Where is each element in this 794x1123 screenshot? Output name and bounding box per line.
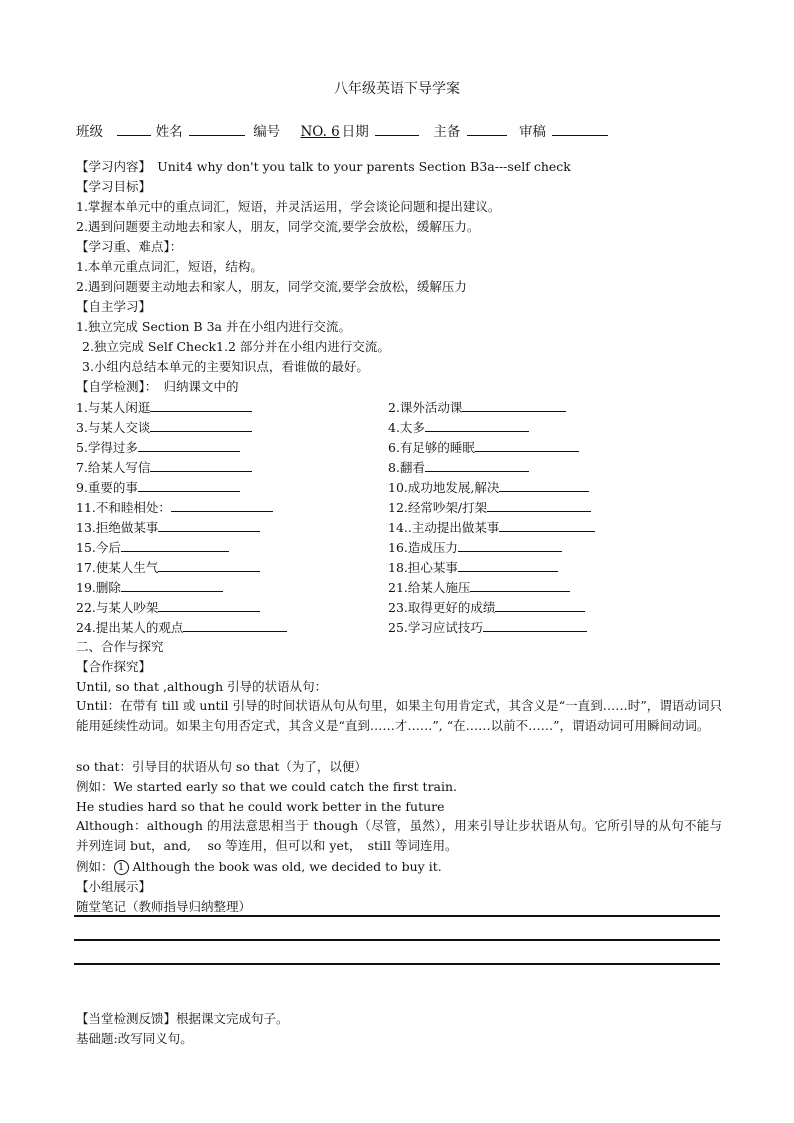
header-info-line <box>76 120 610 140</box>
so-that-example-1: 例如：We started early so that we could catch the first train. <box>76 779 458 794</box>
cooperation-heading: 【合作探究】 <box>76 659 152 674</box>
vocab-item: 23.取得更好的成绩 <box>388 598 585 617</box>
name-blank[interactable] <box>189 122 245 136</box>
vocab-item: 9.重要的事 <box>76 478 240 497</box>
vocab-item: 10.成功地发展,解决 <box>388 478 589 497</box>
circled-number: 1 <box>114 860 129 875</box>
vocab-item: 22.与某人吵架 <box>76 598 260 617</box>
number-value: NO. 6 <box>300 124 340 140</box>
vocab-item: 6.有足够的睡眠 <box>388 438 579 457</box>
until-explanation: Until：在带有 till 或 until 引导的时间状语从句从句里，如果主句用肯定式，其含义是“一直到……时”，谓语动词只能用延续性动词。如果主句用否定式，其含义是“直到……才……”, “在……以前不……”，谓语动词可用瞬间动词。 <box>76 698 722 733</box>
goal-2: 2.遇到问题要主动地去和家人，朋友，同学交流,要学会放松，缓解压力。 <box>76 219 480 234</box>
vocab-item: 11.不和睦相处： <box>76 498 273 517</box>
vocab-item: 4.太多 <box>388 418 529 437</box>
key-point-1: 1.本单元重点词汇，短语，结构。 <box>76 259 263 274</box>
vocab-item: 1.与某人闲逛 <box>76 398 252 417</box>
notes-label: 随堂笔记（教师指导归纳整理） <box>76 899 252 914</box>
group-show-heading: 【小组展示】 <box>76 879 152 894</box>
key-point-2: 2.遇到问题要主动地去和家人，朋友，同学交流,要学会放松，缓解压力 <box>76 279 467 294</box>
class-blank[interactable] <box>117 122 151 136</box>
name-label: 姓名 <box>155 124 183 140</box>
vocab-item: 12.经常吵架/打架 <box>388 498 591 517</box>
prep-label: 主备 <box>433 124 461 140</box>
review-label: 审稿 <box>518 124 546 140</box>
cooperation-title: 二、合作与探究 <box>76 639 164 654</box>
vocab-item: 21.给某人施压 <box>388 578 570 597</box>
so-that-title: so that：引导目的状语从句 so that（为了，以便） <box>76 759 367 774</box>
self-study-heading: 【自主学习】 <box>76 299 152 314</box>
until-title: Until, so that ,although 引导的状语从句： <box>76 679 328 694</box>
notes-line-3[interactable] <box>74 963 720 965</box>
page-title: 八年级英语下导学案 <box>334 81 460 97</box>
self-study-1: 1.独立完成 Section B 3a 并在小组内进行交流。 <box>76 319 351 334</box>
vocab-item: 13.拒绝做某事 <box>76 518 260 537</box>
number-label: 编号 <box>253 124 281 140</box>
class-label: 班级 <box>76 124 103 140</box>
vocab-item: 16.造成压力 <box>388 538 562 557</box>
so-that-example-2: He studies hard so that he could work better in the future <box>76 799 445 814</box>
notes-line-1[interactable] <box>74 915 720 917</box>
self-check-heading: 【自学检测】： 归纳课文中的 <box>76 379 239 394</box>
although-explanation: Although：although 的用法意思相当于 though（尽管，虽然），用来引导让步状语从句。它所引导的从句不能与并列连词 but，and, so 等连用，但可以和 yet， still 等词连用。 <box>76 818 722 853</box>
vocab-item: 8.翻看 <box>388 458 529 477</box>
vocab-item: 24.提出某人的观点 <box>76 618 287 637</box>
vocab-item: 15.今后 <box>76 538 229 557</box>
content-line: 【学习内容】 Unit4 why don't you talk to your parents Section B3a---self check <box>76 159 571 174</box>
vocab-item: 17.使某人生气 <box>76 558 260 577</box>
review-blank[interactable] <box>552 122 608 136</box>
prep-blank[interactable] <box>467 122 507 136</box>
vocab-item: 7.给某人写信 <box>76 458 252 477</box>
notes-line-2[interactable] <box>74 939 720 941</box>
self-study-3: 3.小组内总结本单元的主要知识点，看谁做的最好。 <box>82 359 369 374</box>
vocab-item: 19.删除 <box>76 578 223 597</box>
although-example: 例如： 1 Although the book was old, we decided to buy it. <box>76 859 442 874</box>
goals-heading: 【学习目标】 <box>76 179 152 194</box>
key-points-heading: 【学习重、难点】： <box>76 239 183 254</box>
date-blank[interactable] <box>375 122 419 136</box>
date-label: 日期 <box>341 124 369 140</box>
vocab-item: 14..主动提出做某事 <box>388 518 595 537</box>
vocab-item: 2.课外活动课 <box>388 398 566 417</box>
basic-exercise-label: 基础题:改写同义句。 <box>76 1031 193 1046</box>
vocab-item: 5.学得过多 <box>76 438 240 457</box>
feedback-heading: 【当堂检测反馈】根据课文完成句子。 <box>76 1011 289 1026</box>
goal-1: 1.掌握本单元中的重点词汇，短语，并灵活运用，学会谈论问题和提出建议。 <box>76 199 501 214</box>
vocab-item: 18.担心某事 <box>388 558 558 577</box>
self-study-2: 2.独立完成 Self Check1.2 部分并在小组内进行交流。 <box>82 339 390 354</box>
vocab-item: 25.学习应试技巧 <box>388 618 587 637</box>
vocab-item: 3.与某人交谈 <box>76 418 252 437</box>
